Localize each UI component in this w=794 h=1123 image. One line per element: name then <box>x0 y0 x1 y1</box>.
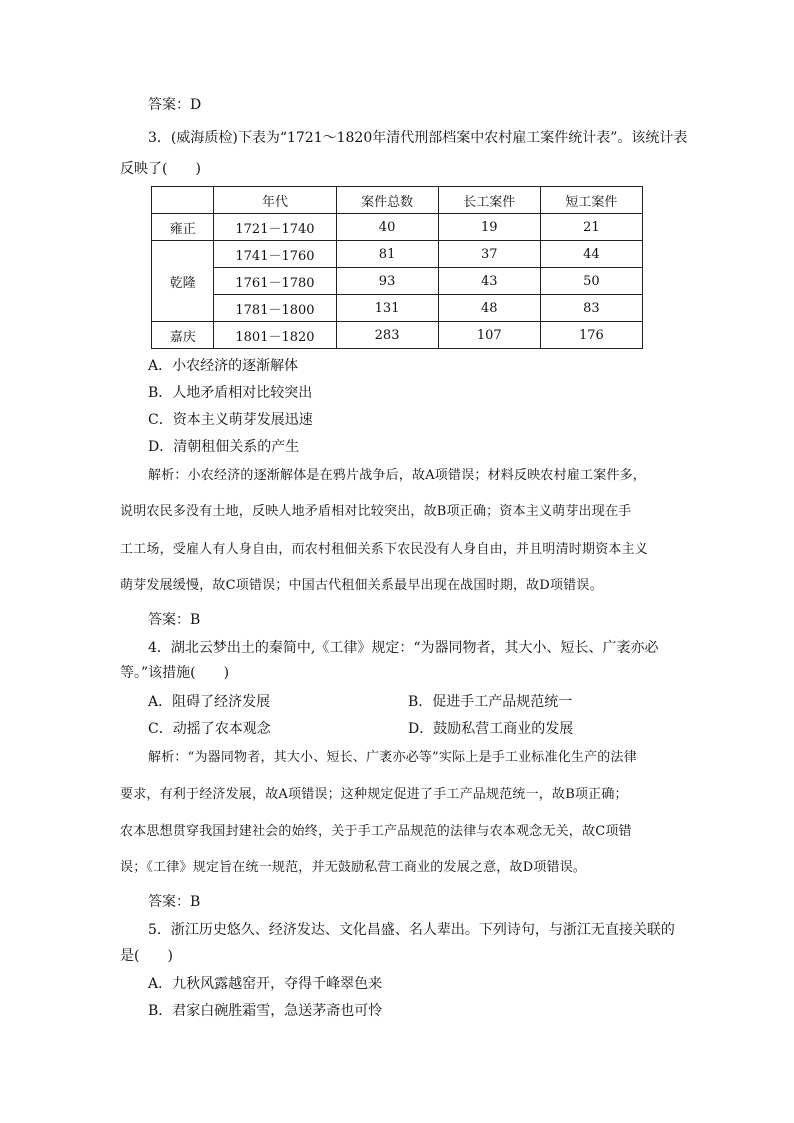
table-header-cell: 短工案件 <box>540 187 642 214</box>
table-row <box>152 214 643 241</box>
analysis-line: 解析：小农经济的逐渐解体是在鸦片战争后，故A项错误；材料反映农村雇工案件多， <box>148 468 646 483</box>
answer-label: 答案： <box>148 612 190 628</box>
years-cell: 1801－1820 <box>214 322 336 349</box>
table-row <box>152 322 643 349</box>
answer-label: 答案： <box>148 97 190 113</box>
total-cases-cell: 93 <box>336 268 438 295</box>
question-stem-continued: 是( ) <box>120 948 173 964</box>
long-term-cases-cell: 19 <box>438 214 540 241</box>
long-term-cases-cell: 43 <box>438 268 540 295</box>
years-cell: 1721－1740 <box>214 214 336 241</box>
analysis-line: 误；《工律》规定旨在统一规范，并无鼓励私营工商业的发展之意，故D项错误。 <box>120 860 587 875</box>
total-cases-cell: 40 <box>336 214 438 241</box>
option-a: A．九秋风露越窑开，夺得千峰翠色来 <box>148 976 383 992</box>
option-b: B．人地矛盾相对比较突出 <box>148 385 313 401</box>
years-cell: 1781－1800 <box>214 295 336 322</box>
option-c: C．动摇了农本观念 <box>148 721 271 737</box>
short-term-cases-cell: 44 <box>540 241 642 268</box>
total-cases-cell: 131 <box>336 295 438 322</box>
option-b: B．君家白碗胜霜雪，急送茅斋也可怜 <box>148 1003 383 1019</box>
option-a: A．小农经济的逐渐解体 <box>148 358 299 374</box>
era-cell: 乾隆 <box>152 241 214 322</box>
option-c: C．资本主义萌芽发展迅速 <box>148 412 313 428</box>
answer-line <box>148 95 708 115</box>
analysis-line: 说明农民多没有土地，反映人地矛盾相对比较突出，故B项正确；资本主义萌芽出现在手 <box>120 504 632 519</box>
question-stem: 3．(威海质检)下表为“1721～1820年清代刑部档案中农村雇工案件统计表”。该统计表 <box>148 130 688 146</box>
table-row <box>152 268 643 295</box>
analysis-line: 要求，有利于经济发展，故A项错误；这种规定促进了手工产品规范统一，故B项正确； <box>120 787 628 802</box>
option-b: B．促进手工产品规范统一 <box>408 694 573 710</box>
table-header-cell: 长工案件 <box>438 187 540 214</box>
long-term-cases-cell: 48 <box>438 295 540 322</box>
long-term-cases-cell: 37 <box>438 241 540 268</box>
question-stem: 5．浙江历史悠久、经济发达、文化昌盛、名人辈出。下列诗句，与浙江无直接关联的 <box>148 922 675 938</box>
question-stem: 4．湖北云梦出土的秦简中,《工律》规定：“为器同物者，其大小、短长、广袤亦必 <box>148 640 659 656</box>
short-term-cases-cell: 50 <box>540 268 642 295</box>
answer-value: B <box>190 894 201 910</box>
option-d: D．鼓励私营工商业的发展 <box>408 721 574 737</box>
total-cases-cell: 283 <box>336 322 438 349</box>
answer-value: D <box>190 97 202 113</box>
answer-label: 答案： <box>148 894 190 910</box>
answer-line <box>148 892 708 912</box>
analysis-line: 工工场，受雇人有人身自由，而农村租佃关系下农民没有人身自由，并且明清时期资本主义 <box>120 542 649 557</box>
era-cell: 嘉庆 <box>152 322 214 349</box>
table-row <box>152 295 643 322</box>
years-cell: 1761－1780 <box>214 268 336 295</box>
analysis-line: 解析：“为器同物者，其大小、短长、广袤亦必等”实际上是手工业标准化生产的法律 <box>148 750 637 765</box>
table-header-cell: 年代 <box>214 187 336 214</box>
short-term-cases-cell: 83 <box>540 295 642 322</box>
long-term-cases-cell: 107 <box>438 322 540 349</box>
analysis-line: 农本思想贯穿我国封建社会的始终，关于手工产品规范的法律与农本观念无关，故C项错 <box>120 824 632 839</box>
total-cases-cell: 81 <box>336 241 438 268</box>
answer-value: B <box>190 612 201 628</box>
years-cell: 1741－1760 <box>214 241 336 268</box>
table-row <box>152 241 643 268</box>
answer-line <box>148 610 708 630</box>
short-term-cases-cell: 176 <box>540 322 642 349</box>
table-header-row <box>152 187 643 214</box>
era-cell: 雍正 <box>152 214 214 241</box>
option-a: A．阻碍了经济发展 <box>148 694 271 710</box>
option-d: D．清朝租佃关系的产生 <box>148 439 300 455</box>
case-statistics-table <box>151 186 643 349</box>
table-header-cell <box>152 187 214 214</box>
table-header-cell: 案件总数 <box>336 187 438 214</box>
question-stem-continued: 反映了( ) <box>120 161 201 177</box>
short-term-cases-cell: 21 <box>540 214 642 241</box>
analysis-line: 萌芽发展缓慢，故C项错误；中国古代租佃关系最早出现在战国时期，故D项错误。 <box>120 578 603 593</box>
question-stem-continued: 等。”该措施( ) <box>120 665 230 681</box>
